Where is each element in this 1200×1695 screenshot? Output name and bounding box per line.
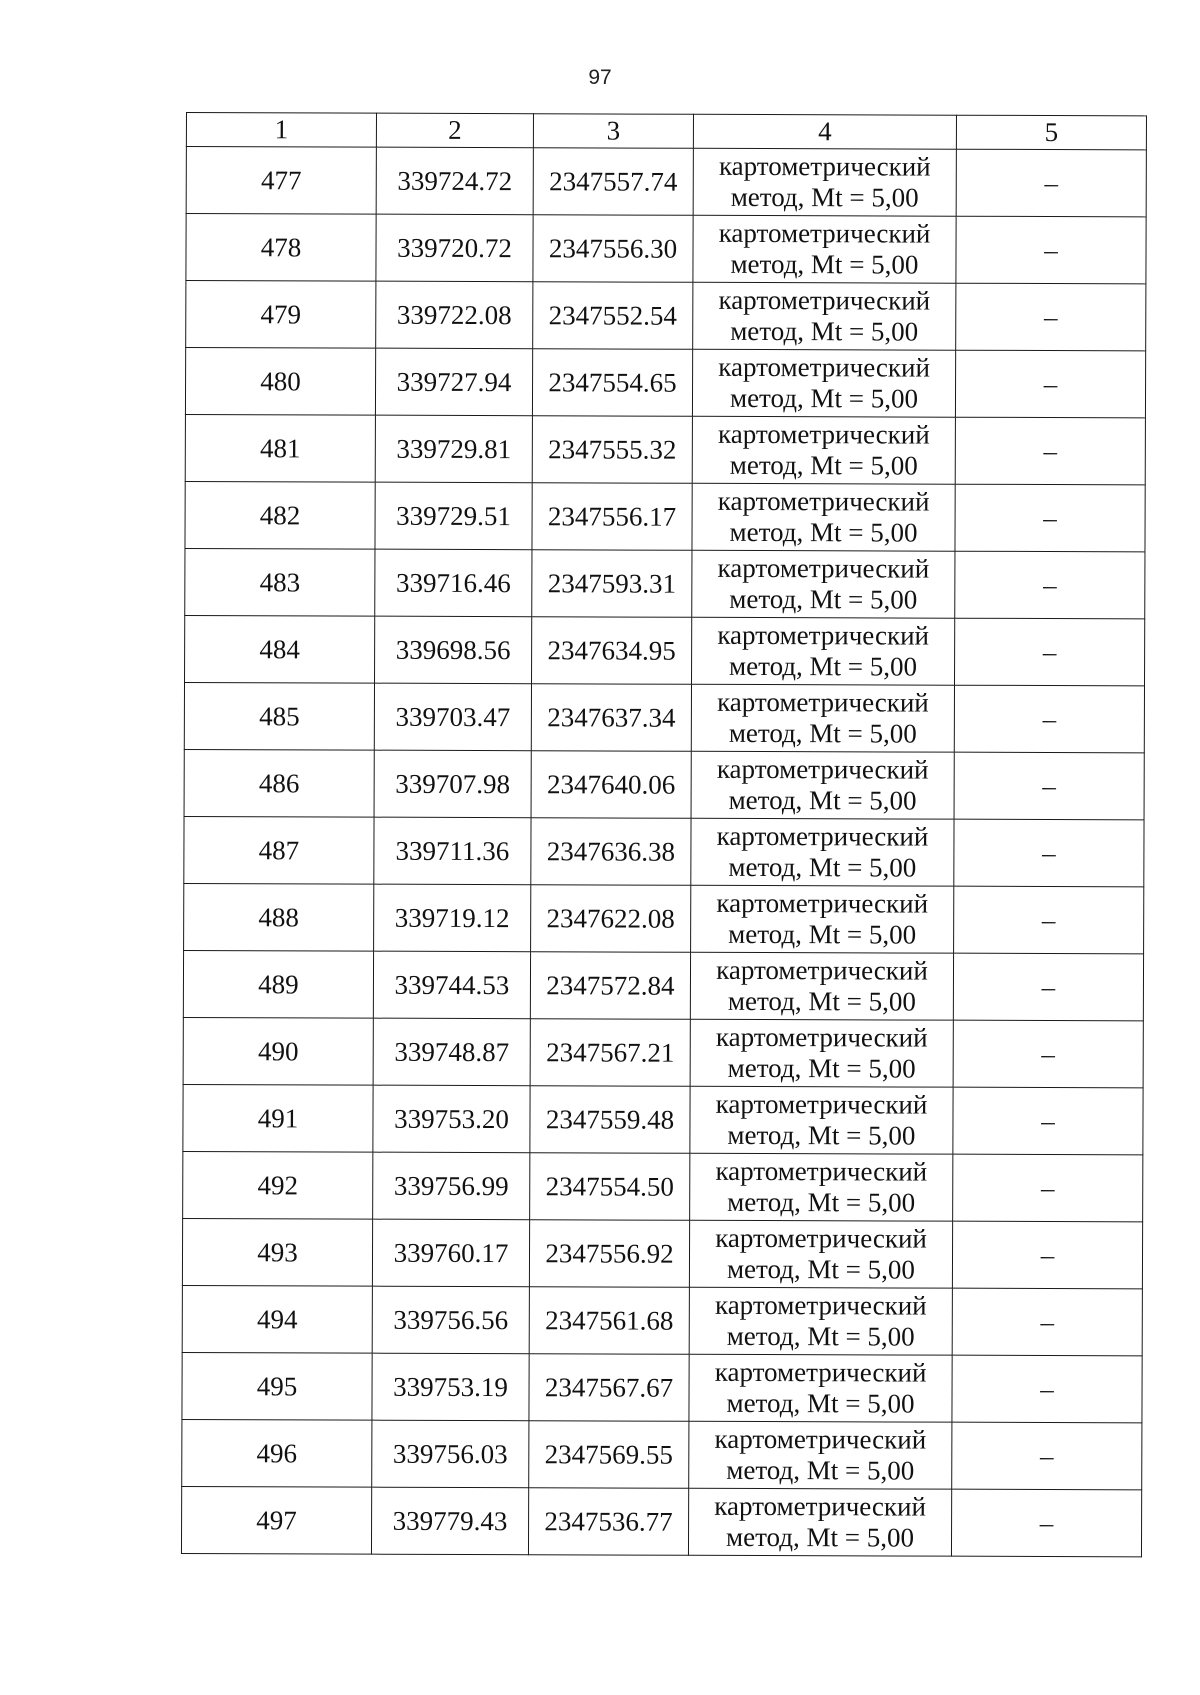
method-line-1: картометрический xyxy=(718,284,931,316)
method-cell xyxy=(693,282,956,350)
note-cell: – xyxy=(951,1489,1141,1557)
point-number-cell: 484 xyxy=(185,615,375,683)
note-cell: – xyxy=(956,283,1146,351)
method-cell xyxy=(689,1421,952,1489)
table-row xyxy=(183,1017,1143,1087)
y-coordinate-cell: 2347556.17 xyxy=(532,483,692,551)
x-coordinate-cell: 339753.20 xyxy=(373,1085,530,1153)
y-coordinate-cell: 2347556.92 xyxy=(529,1220,689,1288)
table-row xyxy=(184,682,1144,752)
note-cell: – xyxy=(955,618,1145,686)
table-row xyxy=(185,414,1145,484)
method-cell xyxy=(692,550,955,618)
table-row xyxy=(183,950,1143,1020)
x-coordinate-cell: 339720.72 xyxy=(376,214,533,282)
x-coordinate-cell: 339729.51 xyxy=(375,482,532,550)
method-line-1: картометрический xyxy=(717,686,929,718)
table-row xyxy=(182,1218,1142,1288)
x-coordinate-cell: 339716.46 xyxy=(375,549,532,617)
note-cell: – xyxy=(952,1355,1142,1423)
y-coordinate-cell: 2347636.38 xyxy=(531,818,691,886)
table-row xyxy=(184,883,1144,953)
y-coordinate-cell: 2347640.06 xyxy=(531,751,691,819)
method-line-2: метод, Mt = 5,00 xyxy=(727,1052,916,1084)
x-coordinate-cell: 339724.72 xyxy=(376,147,533,215)
note-cell: – xyxy=(953,1087,1143,1155)
table-row xyxy=(186,214,1146,284)
point-number-cell: 492 xyxy=(183,1151,373,1219)
point-number-cell: 495 xyxy=(182,1352,372,1420)
y-coordinate-cell: 2347593.31 xyxy=(532,550,692,618)
x-coordinate-cell: 339756.56 xyxy=(372,1286,529,1354)
method-cell xyxy=(689,1220,952,1288)
x-coordinate-cell: 339698.56 xyxy=(375,616,532,684)
table-row xyxy=(183,1084,1143,1154)
column-header-1: 1 xyxy=(186,113,376,148)
method-line-1: картометрический xyxy=(718,351,930,383)
method-line-1: картометрический xyxy=(718,217,931,249)
method-line-1: картометрический xyxy=(714,1289,927,1321)
table-row xyxy=(185,548,1145,618)
table-row xyxy=(184,816,1144,886)
point-number-cell: 482 xyxy=(185,481,375,549)
point-number-cell: 493 xyxy=(182,1218,372,1286)
y-coordinate-cell: 2347561.68 xyxy=(529,1287,689,1355)
method-line-1: картометрический xyxy=(716,887,929,919)
method-cell xyxy=(689,1287,952,1355)
point-number-cell: 479 xyxy=(186,281,376,349)
method-line-1: картометрический xyxy=(714,1423,927,1455)
method-cell xyxy=(691,818,954,886)
method-line-1: картометрический xyxy=(715,1222,927,1254)
method-line-2: метод, Mt = 5,00 xyxy=(726,1387,915,1419)
method-line-2: метод, Mt = 5,00 xyxy=(730,248,919,280)
method-line-2: метод, Mt = 5,00 xyxy=(728,784,917,816)
y-coordinate-cell: 2347536.77 xyxy=(528,1488,688,1556)
note-cell: – xyxy=(953,1154,1143,1222)
method-line-2: метод, Mt = 5,00 xyxy=(727,985,916,1017)
method-line-1: картометрический xyxy=(716,820,929,852)
y-coordinate-cell: 2347554.65 xyxy=(532,349,692,417)
x-coordinate-cell: 339703.47 xyxy=(374,683,531,751)
y-coordinate-cell: 2347559.48 xyxy=(530,1086,690,1154)
method-line-2: метод, Mt = 5,00 xyxy=(726,1253,916,1285)
method-line-1: картометрический xyxy=(716,954,928,986)
method-line-1: картометрический xyxy=(717,552,930,584)
table-row xyxy=(182,1285,1142,1355)
method-cell xyxy=(692,483,955,551)
x-coordinate-cell: 339707.98 xyxy=(374,750,531,818)
note-cell: – xyxy=(954,685,1144,753)
table-row xyxy=(182,1419,1142,1489)
x-coordinate-cell: 339711.36 xyxy=(374,817,531,885)
x-coordinate-cell: 339756.03 xyxy=(372,1420,529,1488)
point-number-cell: 483 xyxy=(185,548,375,616)
method-line-2: метод, Mt = 5,00 xyxy=(726,1320,915,1352)
y-coordinate-cell: 2347634.95 xyxy=(532,617,692,685)
y-coordinate-cell: 2347556.30 xyxy=(533,215,693,283)
note-cell: – xyxy=(953,1020,1143,1088)
method-cell xyxy=(692,617,955,685)
table-row xyxy=(181,1486,1141,1556)
note-cell: – xyxy=(954,819,1144,887)
method-line-2: метод, Mt = 5,00 xyxy=(727,1186,916,1218)
table-row xyxy=(186,147,1146,217)
method-line-2: метод, Mt = 5,00 xyxy=(729,650,918,682)
note-cell: – xyxy=(954,752,1144,820)
method-line-1: картометрический xyxy=(714,1356,927,1388)
x-coordinate-cell: 339760.17 xyxy=(372,1219,529,1287)
note-cell: – xyxy=(953,953,1143,1021)
coordinates-table xyxy=(181,112,1147,1557)
point-number-cell: 486 xyxy=(184,749,374,817)
table-row xyxy=(182,1352,1142,1422)
method-cell xyxy=(692,416,955,484)
point-number-cell: 487 xyxy=(184,816,374,884)
note-cell: – xyxy=(955,350,1145,418)
method-line-1: картометрический xyxy=(715,1155,928,1187)
y-coordinate-cell: 2347554.50 xyxy=(530,1153,690,1221)
method-line-2: метод, Mt = 5,00 xyxy=(726,1454,915,1486)
method-line-1: картометрический xyxy=(715,1088,928,1120)
y-coordinate-cell: 2347622.08 xyxy=(531,885,691,953)
note-cell: – xyxy=(952,1221,1142,1289)
note-cell: – xyxy=(954,886,1144,954)
note-cell: – xyxy=(955,484,1145,552)
table-row xyxy=(185,481,1145,551)
method-cell xyxy=(691,885,954,953)
note-cell: – xyxy=(952,1422,1142,1490)
note-cell: – xyxy=(955,551,1145,619)
y-coordinate-cell: 2347567.67 xyxy=(529,1354,689,1422)
table-header-row xyxy=(186,113,1146,150)
table-body xyxy=(181,147,1146,1557)
y-coordinate-cell: 2347572.84 xyxy=(530,952,690,1020)
point-number-cell: 497 xyxy=(181,1486,371,1554)
point-number-cell: 490 xyxy=(183,1017,373,1085)
point-number-cell: 478 xyxy=(186,214,376,282)
table-row xyxy=(183,1151,1143,1221)
method-line-2: метод, Mt = 5,00 xyxy=(727,1119,916,1151)
method-line-2: метод, Mt = 5,00 xyxy=(728,918,917,950)
y-coordinate-cell: 2347557.74 xyxy=(533,148,693,216)
method-line-2: метод, Mt = 5,00 xyxy=(730,315,919,347)
method-line-1: картометрический xyxy=(717,619,930,651)
table-row xyxy=(185,615,1145,685)
note-cell: – xyxy=(956,216,1146,284)
table-row xyxy=(185,348,1145,418)
method-cell xyxy=(689,1354,952,1422)
method-line-2: метод, Mt = 5,00 xyxy=(729,382,919,414)
method-cell xyxy=(691,684,954,752)
x-coordinate-cell: 339729.81 xyxy=(375,415,532,483)
note-cell: – xyxy=(952,1288,1142,1356)
y-coordinate-cell: 2347555.32 xyxy=(532,416,692,484)
column-header-3: 3 xyxy=(533,114,693,149)
method-cell xyxy=(693,148,956,216)
method-line-2: метод, Mt = 5,00 xyxy=(728,717,917,749)
note-cell: – xyxy=(955,417,1145,485)
method-cell xyxy=(690,1086,953,1154)
table-row xyxy=(186,281,1146,351)
method-line-1: картометрический xyxy=(718,150,931,182)
column-header-4: 4 xyxy=(693,114,956,149)
point-number-cell: 481 xyxy=(185,414,375,482)
y-coordinate-cell: 2347637.34 xyxy=(531,684,691,752)
x-coordinate-cell: 339756.99 xyxy=(373,1152,530,1220)
x-coordinate-cell: 339748.87 xyxy=(373,1018,530,1086)
method-line-1: картометрический xyxy=(715,1021,928,1053)
table-row xyxy=(184,749,1144,819)
method-line-2: метод, Mt = 5,00 xyxy=(729,449,918,481)
method-line-1: картометрический xyxy=(717,418,930,450)
method-line-2: метод, Mt = 5,00 xyxy=(729,516,918,548)
x-coordinate-cell: 339744.53 xyxy=(373,951,530,1019)
y-coordinate-cell: 2347567.21 xyxy=(530,1019,690,1087)
x-coordinate-cell: 339719.12 xyxy=(374,884,531,952)
method-cell xyxy=(691,751,954,819)
method-cell xyxy=(688,1488,951,1556)
method-line-2: метод, Mt = 5,00 xyxy=(730,181,919,213)
y-coordinate-cell: 2347552.54 xyxy=(533,282,693,350)
x-coordinate-cell: 339779.43 xyxy=(371,1487,528,1555)
point-number-cell: 491 xyxy=(183,1084,373,1152)
x-coordinate-cell: 339722.08 xyxy=(376,281,533,349)
method-cell xyxy=(692,349,955,417)
point-number-cell: 477 xyxy=(186,147,376,215)
page-number: 97 xyxy=(588,66,612,89)
point-number-cell: 480 xyxy=(185,348,375,416)
method-line-2: метод, Mt = 5,00 xyxy=(729,583,918,615)
note-cell: – xyxy=(956,149,1146,217)
method-cell xyxy=(690,1153,953,1221)
method-line-1: картометрический xyxy=(716,753,929,785)
y-coordinate-cell: 2347569.55 xyxy=(529,1421,689,1489)
point-number-cell: 489 xyxy=(183,950,373,1018)
column-header-5: 5 xyxy=(956,115,1146,150)
point-number-cell: 485 xyxy=(184,682,374,750)
method-cell xyxy=(690,1019,953,1087)
method-line-1: картометрический xyxy=(717,485,930,517)
x-coordinate-cell: 339727.94 xyxy=(375,348,532,416)
method-cell xyxy=(690,952,953,1020)
method-line-1: картометрический xyxy=(714,1490,927,1522)
x-coordinate-cell: 339753.19 xyxy=(372,1353,529,1421)
point-number-cell: 488 xyxy=(184,883,374,951)
point-number-cell: 494 xyxy=(182,1285,372,1353)
method-cell xyxy=(693,215,956,283)
column-header-2: 2 xyxy=(376,113,533,148)
point-number-cell: 496 xyxy=(182,1419,372,1487)
method-line-2: метод, Mt = 5,00 xyxy=(728,851,917,883)
method-line-2: метод, Mt = 5,00 xyxy=(725,1521,915,1553)
